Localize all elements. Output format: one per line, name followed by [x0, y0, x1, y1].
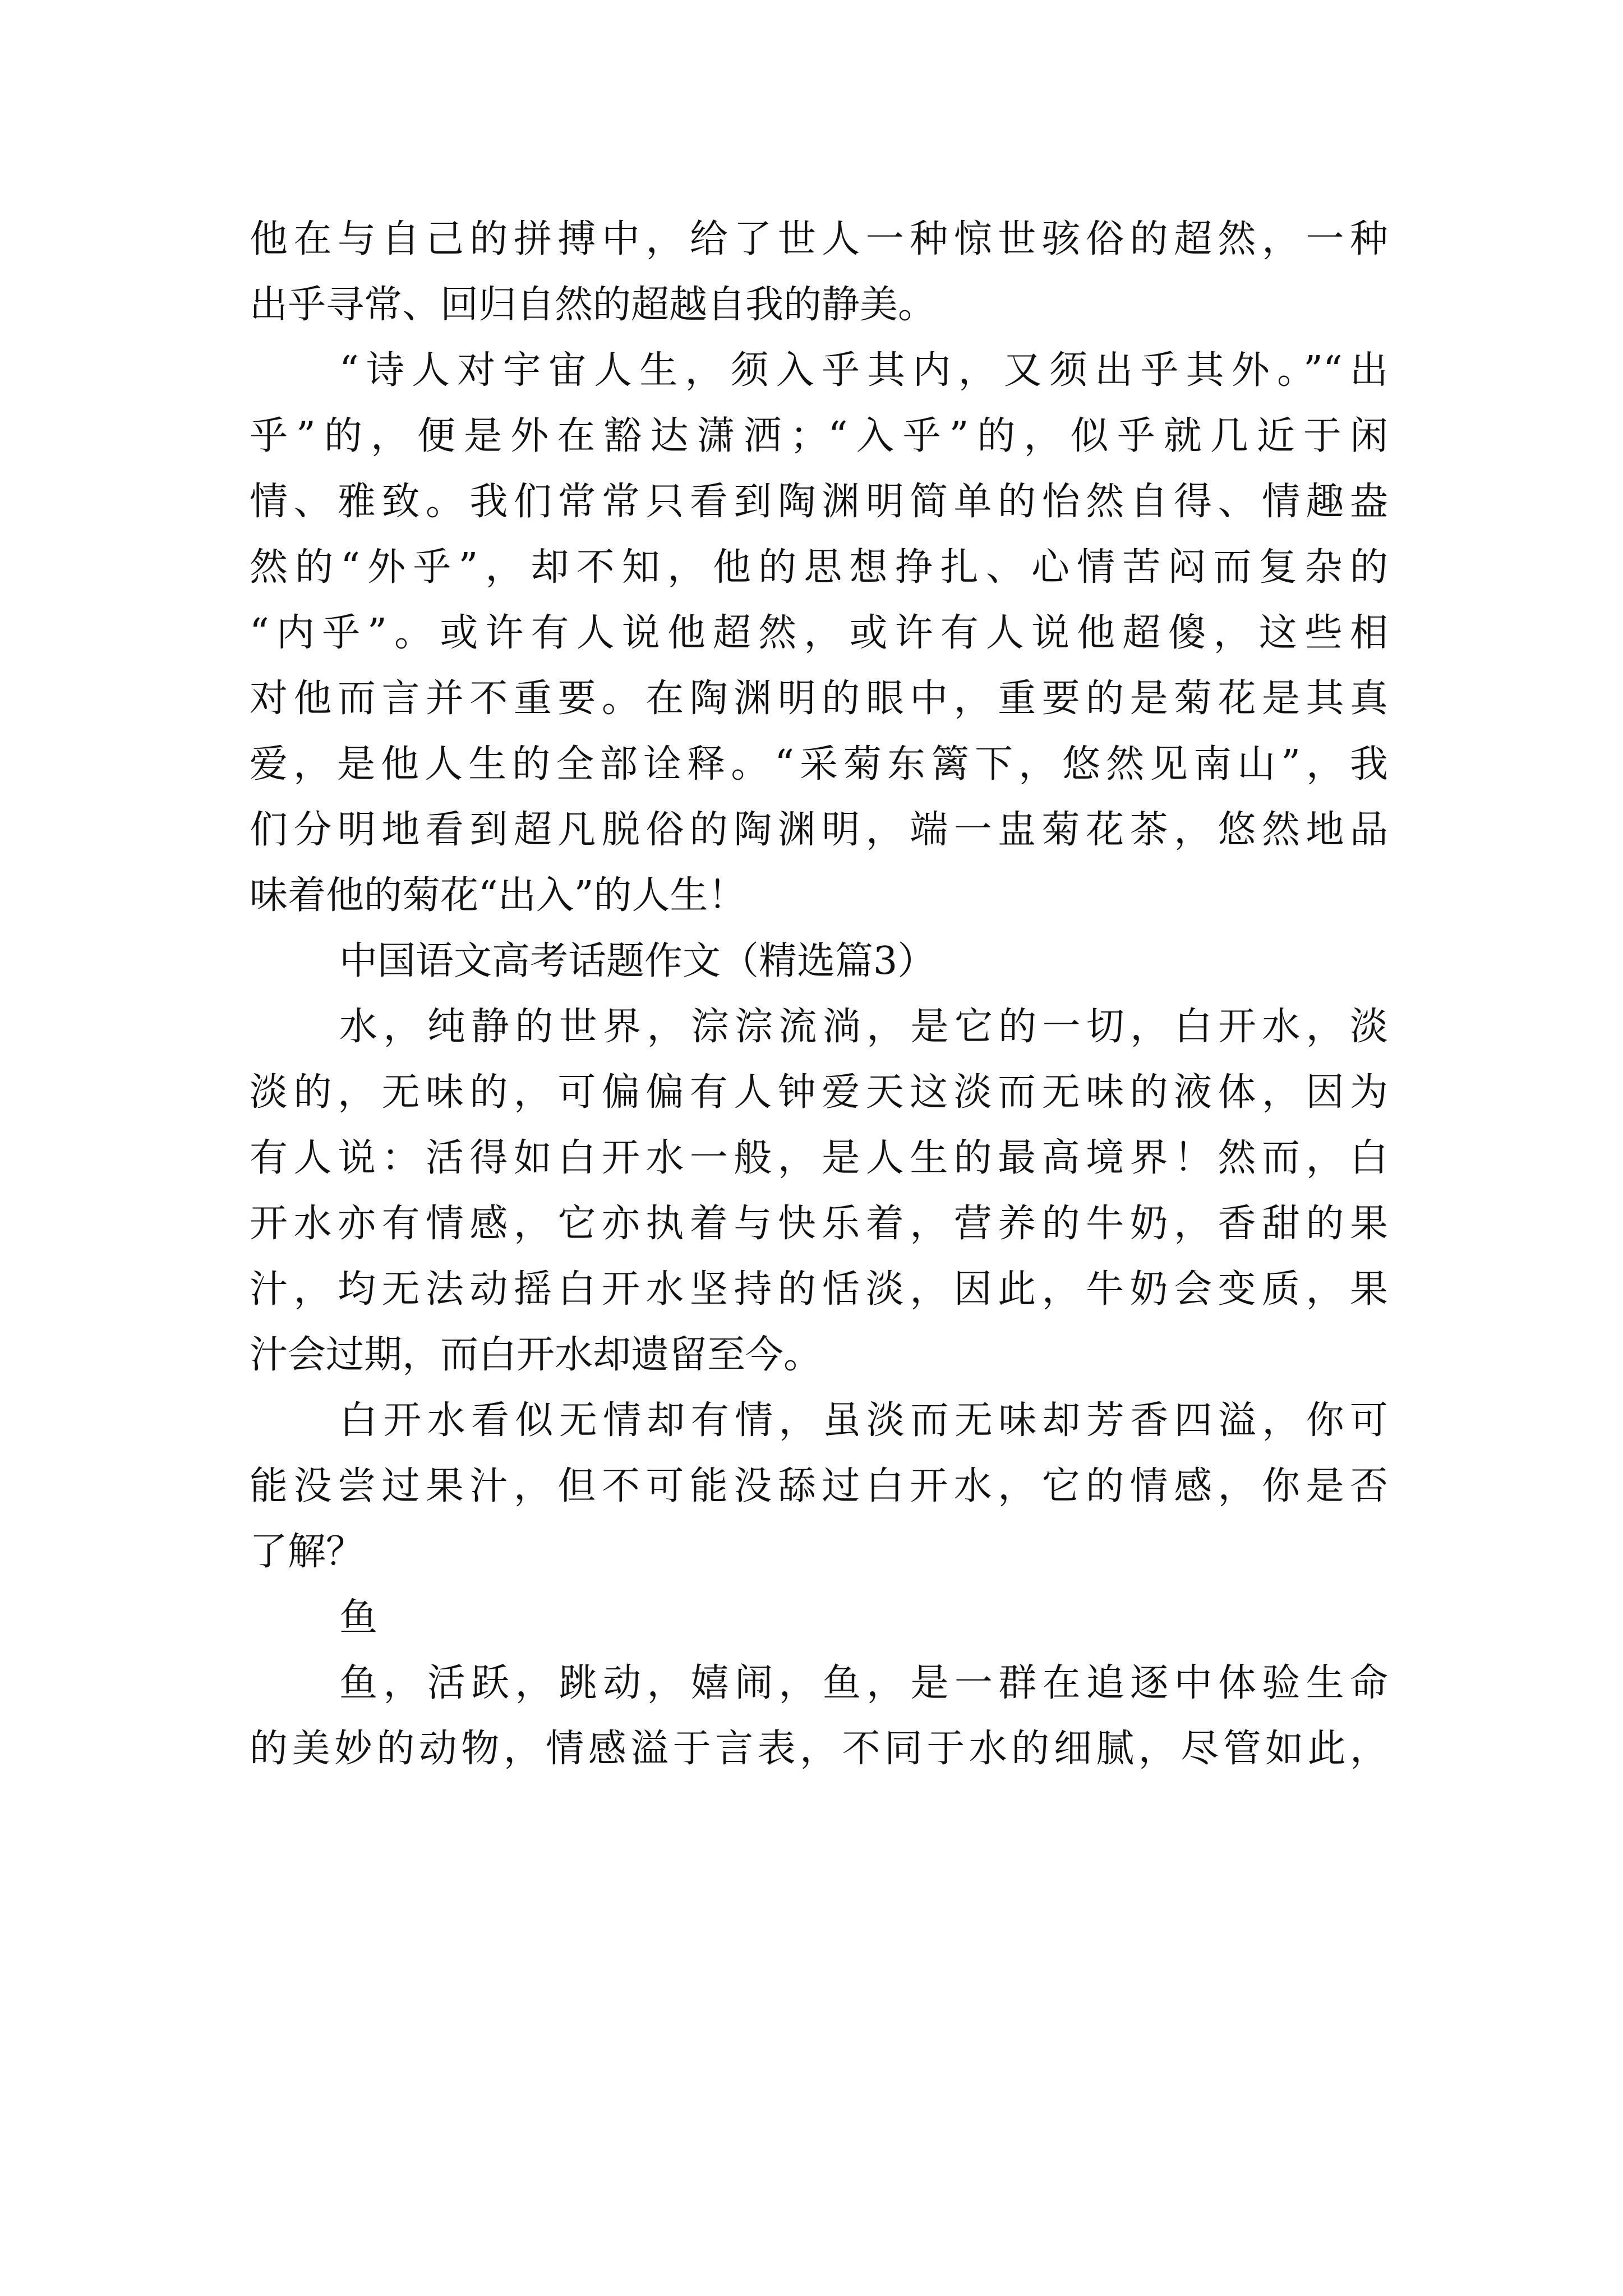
text-line: 鱼 — [339, 1595, 378, 1640]
text-line: 水，纯静的世界，淙淙流淌，是它的一切，白开水，淡 — [339, 1005, 1388, 1049]
document-body — [250, 206, 1388, 1782]
text-line: 的美妙的动物，情感溢于言表，不同于水的细腻，尽管如此， — [250, 1727, 1388, 1771]
text-line: “诗人对宇宙人生，须入乎其内，又须出乎其外。”“出 — [339, 348, 1388, 393]
text-line: “内乎”。或许有人说他超然，或许有人说他超傻，这些相 — [250, 611, 1388, 655]
text-line: 们分明地看到超凡脱俗的陶渊明，端一盅菊花茶，悠然地品 — [250, 808, 1388, 852]
text-line: 情、雅致。我们常常只看到陶渊明简单的怡然自得、情趣盎 — [250, 480, 1388, 524]
text-line: 乎”的，便是外在豁达潇洒；“入乎”的，似乎就几近于闲 — [250, 414, 1388, 458]
text-line: 味着他的菊花“出入”的人生！ — [250, 873, 746, 918]
text-line: 对他而言并不重要。在陶渊明的眼中，重要的是菊花是其真 — [250, 677, 1388, 721]
text-line: 出乎寻常、回归自然的超越自我的静美。 — [250, 283, 937, 327]
text-line: 爱，是他人生的全部诠释。“采菊东篱下，悠然见南山”，我 — [250, 742, 1388, 786]
section-heading: 中国语文高考话题作文（精选篇3） — [339, 939, 936, 983]
text-line: 鱼，活跃，跳动，嬉闹，鱼，是一群在追逐中体验生命 — [339, 1661, 1388, 1705]
text-line: 汁，均无法动摇白开水坚持的恬淡，因此，牛奶会变质，果 — [250, 1267, 1388, 1312]
text-line: 有人说：活得如白开水一般，是人生的最高境界！然而，白 — [250, 1136, 1388, 1180]
text-line: 汁会过期，而白开水却遗留至今。 — [250, 1333, 822, 1377]
text-line: 他在与自己的拼搏中，给了世人一种惊世骇俗的超然，一种 — [250, 217, 1388, 261]
text-line: 能没尝过果汁，但不可能没舔过白开水，它的情感，你是否 — [250, 1464, 1388, 1508]
text-line: 开水亦有情感，它亦执着与快乐着，营养的牛奶，香甜的果 — [250, 1202, 1388, 1246]
text-line: 淡的，无味的，可偏偏有人钟爱天这淡而无味的液体，因为 — [250, 1070, 1388, 1115]
text-line: 白开水看似无情却有情，虽淡而无味却芳香四溢，你可 — [339, 1398, 1388, 1443]
text-line: 了解？ — [250, 1530, 365, 1574]
text-line: 然的“外乎”，却不知，他的思想挣扎、心情苦闷而复杂的 — [250, 545, 1388, 590]
